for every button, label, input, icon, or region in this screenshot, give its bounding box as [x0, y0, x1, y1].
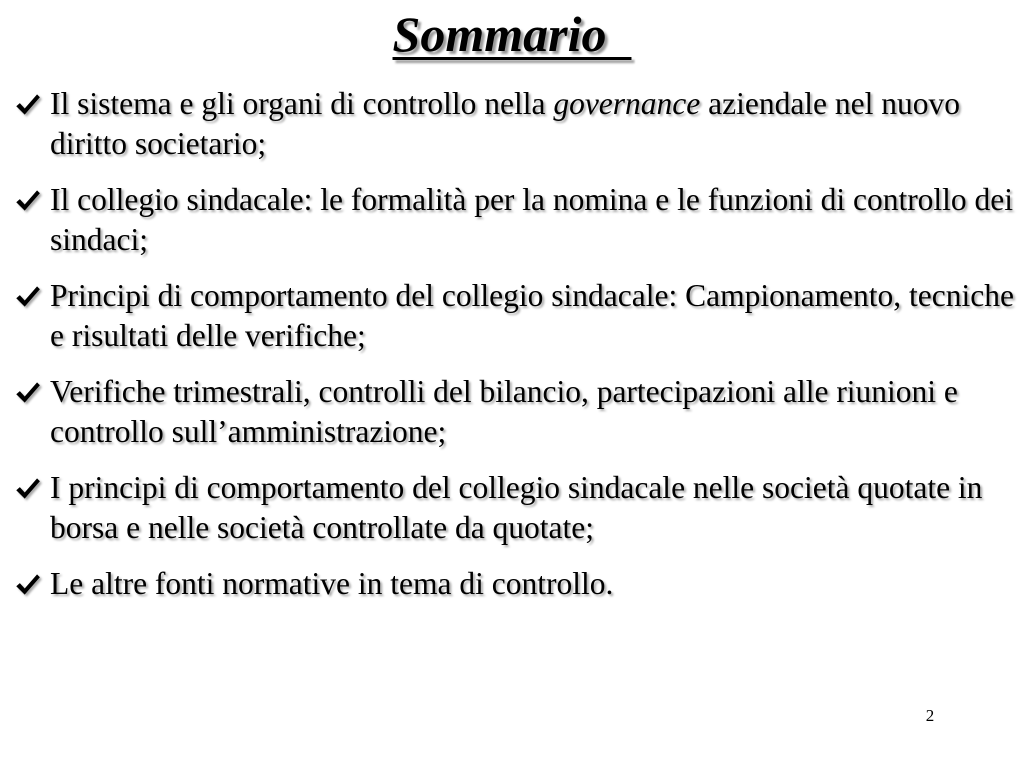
check-icon [14, 180, 50, 220]
list-item-text-part: Principi di comportamento del collegio sindacale: Campionamento, tecniche e risultati delle verifiche; [50, 278, 1014, 353]
check-icon [14, 468, 50, 508]
list-item-text-part: I principi di comportamento del collegio sindacale nelle società quotate in borsa e nelle società controllate da quotate; [50, 470, 983, 545]
list-item [14, 276, 1020, 356]
list-item-text-part: Le altre fonti normative in tema di controllo. [50, 566, 614, 601]
page-number: 2 [925, 706, 935, 725]
list-item [14, 84, 1020, 164]
list-item-text [50, 276, 1020, 356]
list-item-emphasis: governance [553, 86, 701, 121]
list-item-text-part: aziendale nel nuovo diritto societario; [50, 86, 961, 161]
check-icon [14, 276, 50, 316]
check-icon [14, 372, 50, 412]
list-item-text-part: Verifiche trimestrali, controlli del bilancio, partecipazioni alle riunioni e controllo sull’amministrazione; [50, 374, 958, 449]
list-item [14, 564, 1020, 604]
list-item [14, 180, 1020, 260]
list-item-text [50, 372, 1020, 452]
list-item [14, 372, 1020, 452]
check-icon [14, 84, 50, 124]
slide-title-text: Sommario [392, 6, 632, 62]
slide-title [0, 2, 1024, 66]
summary-list [14, 84, 1020, 620]
list-item-text [50, 180, 1020, 260]
list-item-text-part: Il collegio sindacale: le formalità per la nomina e le funzioni di controllo dei sindaci; [50, 182, 1014, 257]
check-icon [14, 564, 50, 604]
list-item-text [50, 564, 1020, 604]
list-item [14, 468, 1020, 548]
list-item-text [50, 468, 1020, 548]
list-item-text [50, 84, 1020, 164]
list-item-text-part: Il sistema e gli organi di controllo nella [50, 86, 554, 121]
